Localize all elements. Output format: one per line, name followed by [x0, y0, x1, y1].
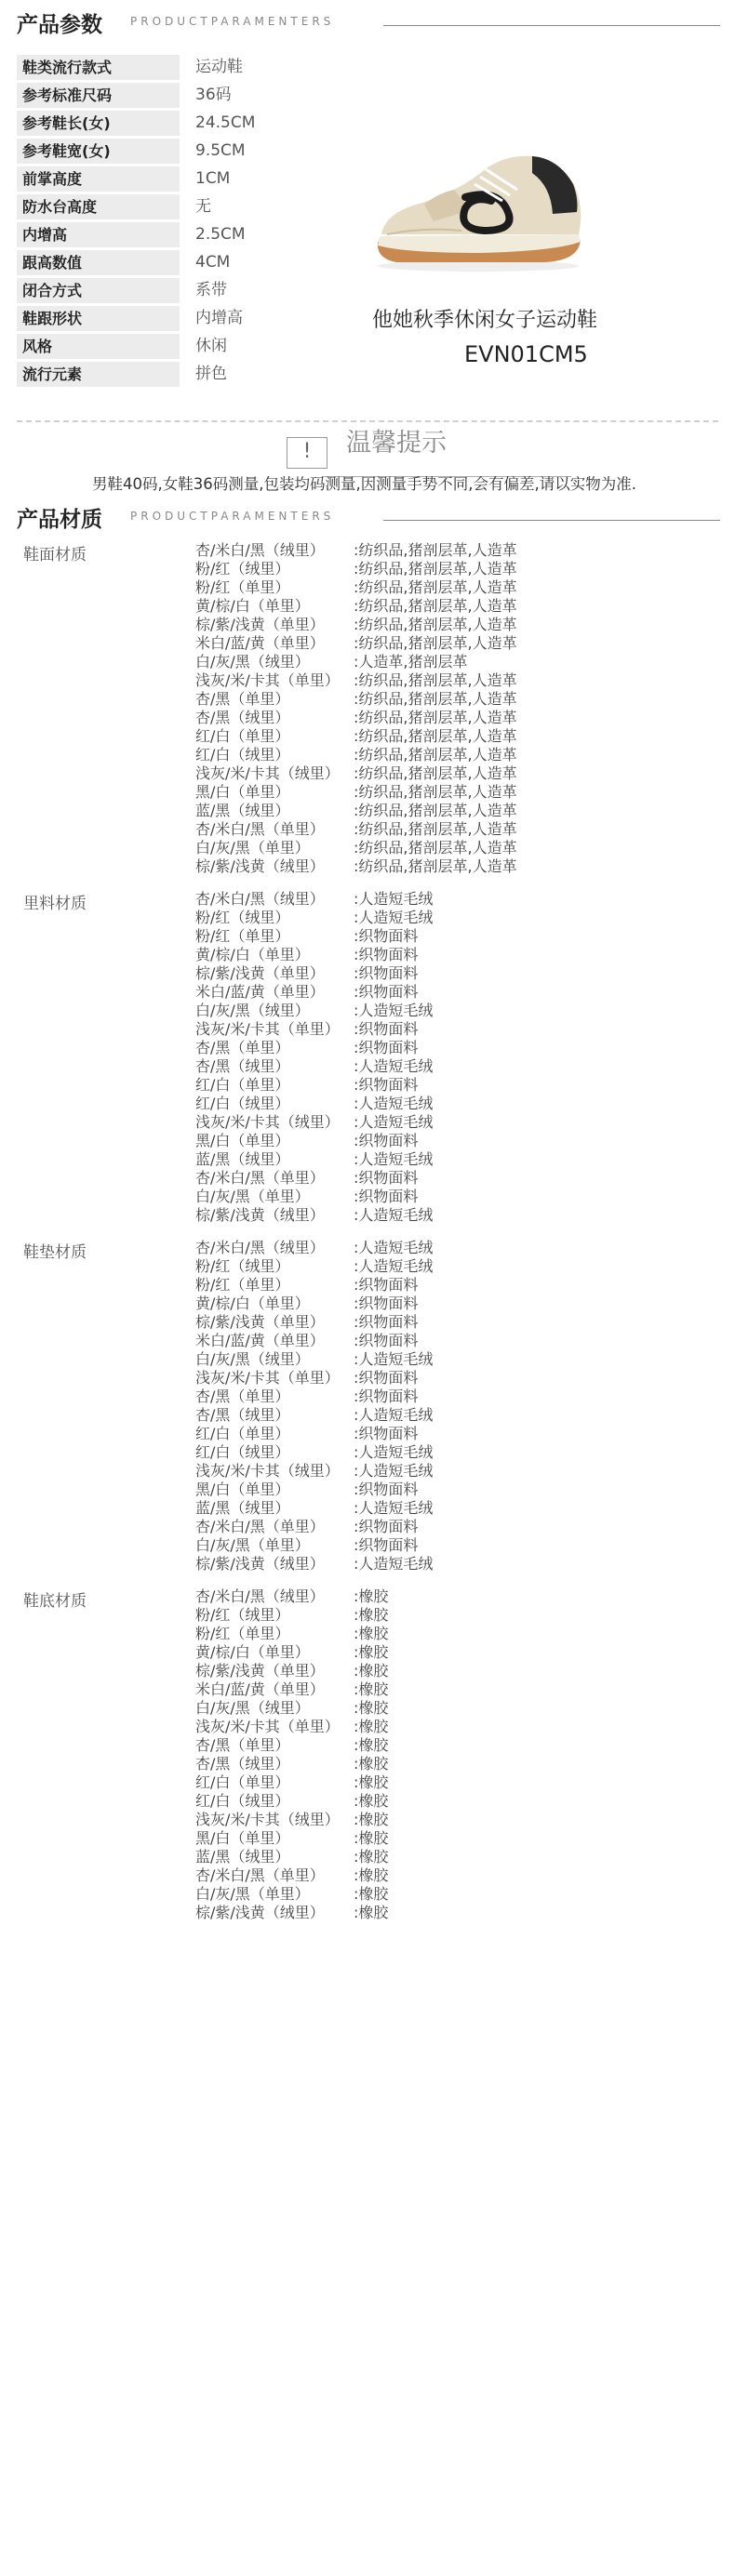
color-variant: 杏/米白/黑（绒里） — [195, 890, 325, 908]
material-row — [195, 653, 735, 671]
material-row — [195, 1406, 735, 1425]
color-variant: 浅灰/米/卡其（单里） — [195, 1020, 340, 1038]
color-variant: 棕/紫/浅黄（绒里） — [195, 1904, 325, 1921]
color-variant: 黄/棕/白（单里） — [195, 1295, 310, 1312]
material-value: :织物面料 — [354, 1276, 419, 1294]
material-row — [195, 616, 735, 634]
color-variant: 浅灰/米/卡其（绒里） — [195, 1462, 340, 1480]
material-row — [195, 541, 735, 560]
color-variant: 白/灰/黑（绒里） — [195, 1350, 310, 1368]
material-row — [195, 1095, 735, 1113]
color-variant: 杏/米白/黑（绒里） — [195, 1587, 325, 1605]
material-row — [195, 1132, 735, 1150]
material-value: :织物面料 — [354, 1313, 419, 1331]
param-row — [17, 361, 370, 389]
material-row — [195, 1443, 735, 1462]
material-value: :橡胶 — [354, 1587, 389, 1605]
material-label: 里料材质 — [23, 895, 87, 913]
material-row — [195, 1536, 735, 1555]
color-variant: 棕/紫/浅黄（单里） — [195, 964, 325, 982]
material-group — [0, 890, 735, 1225]
color-variant: 黑/白（单里） — [195, 1481, 290, 1498]
material-value: :橡胶 — [354, 1866, 389, 1884]
material-value: :人造短毛绒 — [354, 1239, 434, 1256]
color-variant: 蓝/黑（绒里） — [195, 802, 290, 819]
material-row — [195, 1369, 735, 1388]
material-value: :织物面料 — [354, 1388, 419, 1405]
color-variant: 杏/黑（绒里） — [195, 709, 290, 726]
color-variant: 米白/蓝/黄（单里） — [195, 1332, 325, 1349]
color-variant: 棕/紫/浅黄（单里） — [195, 1313, 325, 1331]
material-row — [195, 1643, 735, 1662]
materials-section-header — [0, 498, 735, 536]
color-variant: 杏/黑（单里） — [195, 1736, 290, 1754]
param-row — [17, 193, 370, 221]
material-value: :橡胶 — [354, 1829, 389, 1847]
material-value: :纺织品,猪剖层革,人造革 — [354, 839, 517, 856]
color-variant: 蓝/黑（绒里） — [195, 1848, 290, 1866]
material-row — [195, 946, 735, 964]
color-variant: 白/灰/黑（绒里） — [195, 653, 310, 671]
material-row — [195, 690, 735, 709]
color-variant: 红/白（单里） — [195, 1425, 290, 1442]
material-row — [195, 1113, 735, 1132]
color-variant: 杏/黑（单里） — [195, 1388, 290, 1405]
material-value: :人造短毛绒 — [354, 909, 434, 926]
material-row — [195, 1150, 735, 1169]
material-row — [195, 1481, 735, 1499]
material-value: :人造短毛绒 — [354, 1443, 434, 1461]
color-variant: 浅灰/米/卡其（单里） — [195, 1369, 340, 1387]
param-row — [17, 249, 370, 277]
material-row — [195, 1239, 735, 1257]
material-value: :织物面料 — [354, 1039, 419, 1056]
color-variant: 白/灰/黑（单里） — [195, 1188, 310, 1205]
param-row — [17, 54, 370, 82]
material-row — [195, 1755, 735, 1773]
material-row — [195, 1518, 735, 1536]
param-key: 参考标准尺码 — [17, 83, 180, 108]
material-row — [195, 578, 735, 597]
material-value: :织物面料 — [354, 1020, 419, 1038]
material-value: :橡胶 — [354, 1643, 389, 1661]
material-value: :织物面料 — [354, 1536, 419, 1554]
color-variant: 杏/米白/黑（单里） — [195, 1518, 325, 1535]
material-value: :织物面料 — [354, 1132, 419, 1149]
material-row — [195, 1206, 735, 1225]
material-value: :人造短毛绒 — [354, 1113, 434, 1131]
param-value: 无 — [195, 197, 211, 216]
material-value: :橡胶 — [354, 1699, 389, 1717]
material-value: :纺织品,猪剖层革,人造革 — [354, 634, 517, 652]
material-row — [195, 1736, 735, 1755]
param-value: 1CM — [195, 169, 231, 188]
param-value: 9.5CM — [195, 141, 246, 160]
param-row — [17, 82, 370, 110]
material-value: :纺织品,猪剖层革,人造革 — [354, 764, 517, 782]
material-row — [195, 1680, 735, 1699]
material-row — [195, 764, 735, 783]
param-value: 拼色 — [195, 365, 227, 383]
color-variant: 黄/棕/白（单里） — [195, 597, 310, 615]
material-row — [195, 1020, 735, 1039]
material-value: :纺织品,猪剖层革,人造革 — [354, 616, 517, 633]
color-variant: 杏/黑（绒里） — [195, 1755, 290, 1773]
params-section-title: 产品参数 — [17, 13, 102, 37]
color-variant: 粉/红（单里） — [195, 1276, 290, 1294]
color-variant: 棕/紫/浅黄（绒里） — [195, 1555, 325, 1573]
material-row — [195, 727, 735, 746]
color-variant: 杏/黑（绒里） — [195, 1057, 290, 1075]
color-variant: 杏/黑（单里） — [195, 690, 290, 708]
param-row — [17, 110, 370, 138]
material-value: :橡胶 — [354, 1885, 389, 1903]
material-value: :橡胶 — [354, 1811, 389, 1828]
material-value: :人造短毛绒 — [354, 1150, 434, 1168]
color-variant: 白/灰/黑（绒里） — [195, 1002, 310, 1019]
material-value: :纺织品,猪剖层革,人造革 — [354, 671, 517, 689]
material-value: :人造短毛绒 — [354, 1462, 434, 1480]
material-value: :纺织品,猪剖层革,人造革 — [354, 541, 517, 559]
material-row — [195, 1332, 735, 1350]
param-key: 参考鞋长(女) — [17, 111, 180, 136]
material-value: :纺织品,猪剖层革,人造革 — [354, 783, 517, 801]
param-row — [17, 305, 370, 333]
material-value: :织物面料 — [354, 1076, 419, 1094]
material-row — [195, 1257, 735, 1276]
material-value: :人造短毛绒 — [354, 1002, 434, 1019]
product-title: 他她秋季休闲女子运动鞋 — [372, 309, 598, 332]
color-variant: 浅灰/米/卡其（绒里） — [195, 1113, 340, 1131]
material-row — [195, 820, 735, 839]
color-variant: 白/灰/黑（单里） — [195, 1536, 310, 1554]
material-label: 鞋面材质 — [23, 546, 87, 564]
materials-table — [0, 541, 735, 1936]
material-row — [195, 909, 735, 927]
color-variant: 黑/白（单里） — [195, 783, 290, 801]
color-variant: 粉/红（绒里） — [195, 1606, 290, 1624]
param-key: 跟高数值 — [17, 250, 180, 275]
section-divider-line — [383, 520, 720, 521]
param-key: 风格 — [17, 334, 180, 359]
material-value: :橡胶 — [354, 1718, 389, 1735]
color-variant: 红/白（绒里） — [195, 1443, 290, 1461]
param-value: 内增高 — [195, 309, 243, 327]
material-value: :织物面料 — [354, 946, 419, 963]
material-row — [195, 802, 735, 820]
param-key: 防水台高度 — [17, 194, 180, 219]
material-value: :织物面料 — [354, 1481, 419, 1498]
material-label: 鞋垫材质 — [23, 1243, 87, 1262]
material-group — [0, 1239, 735, 1573]
param-value: 4CM — [195, 253, 231, 272]
material-row — [195, 1866, 735, 1885]
material-value: :人造短毛绒 — [354, 1350, 434, 1368]
color-variant: 棕/紫/浅黄（单里） — [195, 616, 325, 633]
material-row — [195, 1295, 735, 1313]
material-row — [195, 1188, 735, 1206]
material-value: :人造短毛绒 — [354, 1095, 434, 1112]
material-row — [195, 1555, 735, 1573]
material-row — [195, 839, 735, 857]
material-value: :纺织品,猪剖层革,人造革 — [354, 857, 517, 875]
color-variant: 浅灰/米/卡其（绒里） — [195, 764, 340, 782]
param-key: 闭合方式 — [17, 278, 180, 303]
color-variant: 粉/红（绒里） — [195, 909, 290, 926]
material-value: :织物面料 — [354, 1369, 419, 1387]
color-variant: 红/白（单里） — [195, 727, 290, 745]
material-label: 鞋底材质 — [23, 1592, 87, 1611]
material-value: :橡胶 — [354, 1792, 389, 1810]
param-row — [17, 166, 370, 193]
color-variant: 白/灰/黑（单里） — [195, 1885, 310, 1903]
color-variant: 杏/米白/黑（绒里） — [195, 1239, 325, 1256]
material-value: :橡胶 — [354, 1755, 389, 1773]
material-row — [195, 597, 735, 616]
color-variant: 红/白（绒里） — [195, 1792, 290, 1810]
material-row — [195, 671, 735, 690]
color-variant: 杏/米白/黑（绒里） — [195, 541, 325, 559]
material-value: :织物面料 — [354, 1425, 419, 1442]
material-value: :纺织品,猪剖层革,人造革 — [354, 560, 517, 578]
param-value: 36码 — [195, 86, 232, 104]
color-variant: 蓝/黑（绒里） — [195, 1499, 290, 1517]
param-value: 24.5CM — [195, 113, 256, 132]
param-key: 流行元素 — [17, 362, 180, 387]
param-key: 前掌高度 — [17, 166, 180, 192]
material-row — [195, 1039, 735, 1057]
material-row — [195, 1388, 735, 1406]
color-variant: 浅灰/米/卡其（单里） — [195, 671, 340, 689]
material-group — [0, 541, 735, 876]
material-value: :橡胶 — [354, 1662, 389, 1680]
color-variant: 白/灰/黑（绒里） — [195, 1699, 310, 1717]
params-table — [17, 54, 370, 389]
material-row — [195, 1462, 735, 1481]
color-variant: 棕/紫/浅黄（绒里） — [195, 857, 325, 875]
color-variant: 杏/黑（绒里） — [195, 1406, 290, 1424]
material-row — [195, 927, 735, 946]
param-key: 鞋跟形状 — [17, 306, 180, 331]
material-value: :织物面料 — [354, 1188, 419, 1205]
material-row — [195, 964, 735, 983]
material-row — [195, 1057, 735, 1076]
material-value: :织物面料 — [354, 964, 419, 982]
param-key: 参考鞋宽(女) — [17, 139, 180, 164]
material-value: :织物面料 — [354, 1332, 419, 1349]
material-row — [195, 709, 735, 727]
material-row — [195, 783, 735, 802]
material-row — [195, 1662, 735, 1680]
material-row — [195, 1625, 735, 1643]
material-value: :纺织品,猪剖层革,人造革 — [354, 709, 517, 726]
color-variant: 红/白（绒里） — [195, 1095, 290, 1112]
material-row — [195, 1885, 735, 1904]
material-value: :纺织品,猪剖层革,人造革 — [354, 727, 517, 745]
material-value: :橡胶 — [354, 1904, 389, 1921]
material-value: :纺织品,猪剖层革,人造革 — [354, 597, 517, 615]
color-variant: 粉/红（单里） — [195, 578, 290, 596]
color-variant: 红/白（单里） — [195, 1076, 290, 1094]
material-row — [195, 634, 735, 653]
material-row — [195, 1350, 735, 1369]
color-variant: 红/白（单里） — [195, 1773, 290, 1791]
color-variant: 白/灰/黑（单里） — [195, 839, 310, 856]
color-variant: 粉/红（绒里） — [195, 560, 290, 578]
param-value: 系带 — [195, 281, 227, 299]
material-row — [195, 1276, 735, 1295]
material-value: :橡胶 — [354, 1848, 389, 1866]
param-row — [17, 277, 370, 305]
color-variant: 粉/红（单里） — [195, 927, 290, 945]
param-value: 休闲 — [195, 337, 227, 355]
material-value: :织物面料 — [354, 927, 419, 945]
material-value: :纺织品,猪剖层革,人造革 — [354, 690, 517, 708]
material-value: :织物面料 — [354, 1518, 419, 1535]
material-value: :橡胶 — [354, 1680, 389, 1698]
tip-title: 温馨提示 — [346, 429, 447, 458]
material-row — [195, 1499, 735, 1518]
param-row — [17, 221, 370, 249]
color-variant: 黄/棕/白（单里） — [195, 946, 310, 963]
color-variant: 棕/紫/浅黄（单里） — [195, 1662, 325, 1680]
color-variant: 杏/米白/黑（单里） — [195, 1169, 325, 1187]
color-variant: 粉/红（单里） — [195, 1625, 290, 1642]
param-value: 2.5CM — [195, 225, 246, 244]
material-group — [0, 1587, 735, 1922]
material-value: :织物面料 — [354, 983, 419, 1001]
material-value: :人造短毛绒 — [354, 1257, 434, 1275]
color-variant: 棕/紫/浅黄（绒里） — [195, 1206, 325, 1224]
param-value: 运动鞋 — [195, 58, 243, 76]
material-row — [195, 1169, 735, 1188]
material-row — [195, 1002, 735, 1020]
color-variant: 粉/红（绒里） — [195, 1257, 290, 1275]
color-variant: 黑/白（单里） — [195, 1829, 290, 1847]
shoe-image — [368, 138, 588, 277]
material-row — [195, 1313, 735, 1332]
color-variant: 米白/蓝/黄（单里） — [195, 634, 325, 652]
params-section-header — [0, 4, 735, 41]
color-variant: 红/白（绒里） — [195, 746, 290, 764]
material-value: :人造短毛绒 — [354, 1406, 434, 1424]
material-row — [195, 1792, 735, 1811]
param-row — [17, 333, 370, 361]
material-value: :织物面料 — [354, 1295, 419, 1312]
material-value: :织物面料 — [354, 1169, 419, 1187]
section-divider-line — [383, 25, 720, 26]
material-row — [195, 746, 735, 764]
material-row — [195, 1606, 735, 1625]
color-variant: 杏/黑（单里） — [195, 1039, 290, 1056]
material-value: :橡胶 — [354, 1606, 389, 1624]
material-row — [195, 1773, 735, 1792]
product-code: EVN01CM5 — [464, 341, 588, 367]
color-variant: 浅灰/米/卡其（单里） — [195, 1718, 340, 1735]
material-row — [195, 1718, 735, 1736]
material-row — [195, 857, 735, 876]
color-variant: 米白/蓝/黄（单里） — [195, 1680, 325, 1698]
param-key: 鞋类流行款式 — [17, 55, 180, 80]
materials-section-title: 产品材质 — [17, 508, 102, 532]
material-row — [195, 1587, 735, 1606]
color-variant: 蓝/黑（绒里） — [195, 1150, 290, 1168]
material-value: :人造短毛绒 — [354, 1499, 434, 1517]
material-row — [195, 890, 735, 909]
material-row — [195, 983, 735, 1002]
material-value: :纺织品,猪剖层革,人造革 — [354, 820, 517, 838]
material-value: :纺织品,猪剖层革,人造革 — [354, 802, 517, 819]
material-value: :纺织品,猪剖层革,人造革 — [354, 578, 517, 596]
material-value: :人造短毛绒 — [354, 1555, 434, 1573]
material-row — [195, 560, 735, 578]
material-row — [195, 1811, 735, 1829]
material-value: :橡胶 — [354, 1773, 389, 1791]
material-row — [195, 1076, 735, 1095]
material-row — [195, 1699, 735, 1718]
color-variant: 浅灰/米/卡其（绒里） — [195, 1811, 340, 1828]
material-value: :橡胶 — [354, 1625, 389, 1642]
material-row — [195, 1848, 735, 1866]
params-section-subtitle: PRODUCTPARAMENTERS — [130, 15, 335, 28]
color-variant: 杏/米白/黑（单里） — [195, 1866, 325, 1884]
materials-section-subtitle: PRODUCTPARAMENTERS — [130, 510, 335, 523]
material-value: :人造短毛绒 — [354, 1206, 434, 1224]
material-value: :人造革,猪剖层革 — [354, 653, 468, 671]
material-row — [195, 1829, 735, 1848]
material-value: :人造短毛绒 — [354, 1057, 434, 1075]
material-value: :人造短毛绒 — [354, 890, 434, 908]
material-row — [195, 1904, 735, 1922]
warning-icon: ! — [287, 437, 327, 469]
param-row — [17, 138, 370, 166]
param-key: 内增高 — [17, 222, 180, 247]
color-variant: 杏/米白/黑（单里） — [195, 820, 325, 838]
material-value: :纺织品,猪剖层革,人造革 — [354, 746, 517, 764]
color-variant: 米白/蓝/黄（单里） — [195, 983, 325, 1001]
color-variant: 黄/棕/白（单里） — [195, 1643, 310, 1661]
material-row — [195, 1425, 735, 1443]
color-variant: 黑/白（单里） — [195, 1132, 290, 1149]
material-value: :橡胶 — [354, 1736, 389, 1754]
tip-text: 男鞋40码,女鞋36码测量,包装均码测量,因测量手势不同,会有偏差,请以实物为准. — [92, 475, 636, 493]
